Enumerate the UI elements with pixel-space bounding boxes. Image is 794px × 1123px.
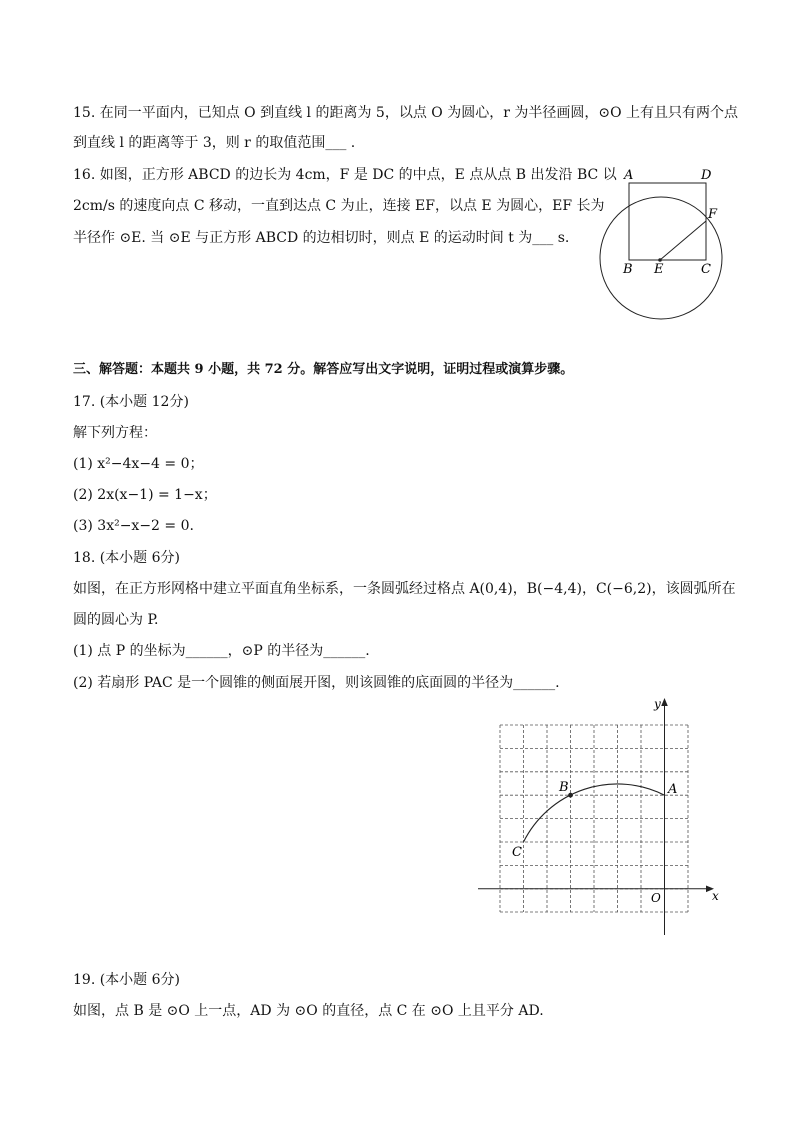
- q16-line-2: 2cm/s 的速度向点 C 移动，一直到达点 C 为止，连接 EF，以点 E 为圆心，EF 长为: [73, 198, 605, 214]
- label-x: x: [712, 889, 719, 903]
- label-b: B: [559, 780, 569, 795]
- q18-part-1: (1) 点 P 的坐标为______，⊙P 的半径为______.: [73, 643, 370, 659]
- q17-title: 17. (本小题 12分): [73, 394, 189, 410]
- q18-title: 18. (本小题 6分): [73, 550, 180, 566]
- square-abcd: [629, 183, 706, 260]
- q19-title: 19. (本小题 6分): [73, 972, 180, 988]
- label-e: E: [654, 262, 664, 277]
- q15-line-1: 15. 在同一平面内，已知点 O 到直线 l 的距离为 5，以点 O 为圆心，r 为半径画圆，⊙O 上有且只有两个点: [73, 105, 739, 121]
- segment-ef: [660, 221, 706, 260]
- q16-line-1: 16. 如图，正方形 ABCD 的边长为 4cm，F 是 DC 的中点，E 点从点 B 出发沿 BC 以: [73, 167, 617, 183]
- label-a: A: [624, 168, 634, 183]
- label-c: C: [512, 845, 522, 860]
- label-a: A: [668, 782, 678, 797]
- q18-line-2: 圆的圆心为 P.: [73, 612, 159, 628]
- label-d: D: [701, 168, 712, 183]
- section-3-heading: 三、解答题：本题共 9 小题，共 72 分。解答应写出文字说明，证明过程或演算步骤。: [73, 362, 574, 377]
- q17-eq1: (1) x²−4x−4 = 0；: [73, 456, 204, 472]
- dashed-grid: [500, 725, 688, 912]
- q16-line-3: 半径作 ⊙E. 当 ⊙E 与正方形 ABCD 的边相切时，则点 E 的运动时间 t 为___ s.: [73, 230, 570, 246]
- label-b: B: [623, 262, 633, 277]
- y-axis-arrow: [661, 698, 668, 706]
- q15-line-2: 到直线 l 的距离等于 3，则 r 的取值范围___ .: [73, 135, 356, 151]
- q18-line-1: 如图，在正方形网格中建立平面直角坐标系，一条圆弧经过格点 A(0,4)，B(−4,4)，C(−6,2)，该圆弧所在: [73, 581, 736, 597]
- label-y: y: [654, 697, 661, 711]
- q17-eq2: (2) 2x(x−1) = 1−x；: [73, 487, 217, 503]
- q17-intro: 解下列方程：: [73, 425, 157, 441]
- q18-grid-figure: [470, 690, 730, 940]
- label-f: F: [708, 207, 718, 222]
- circle-e: [600, 197, 722, 319]
- q18-part-2: (2) 若扇形 PAC 是一个圆锥的侧面展开图，则该圆锥的底面圆的半径为______.: [73, 675, 560, 691]
- q17-eq3: (3) 3x²−x−2 = 0.: [73, 518, 194, 534]
- q16-figure: [590, 160, 730, 330]
- q19-line-1: 如图，点 B 是 ⊙O 上一点，AD 为 ⊙O 的直径，点 C 在 ⊙O 上且平分 AD.: [73, 1003, 544, 1019]
- label-c: C: [701, 262, 711, 277]
- point-b: [568, 793, 573, 798]
- label-o: O: [651, 891, 661, 905]
